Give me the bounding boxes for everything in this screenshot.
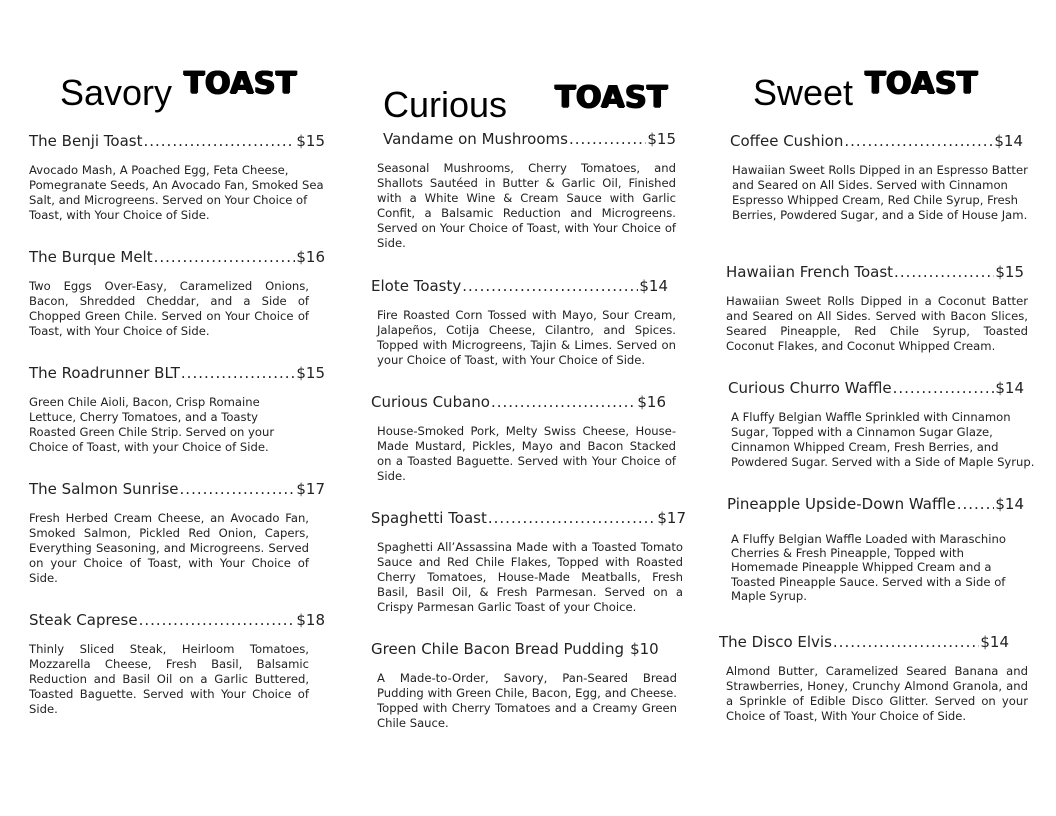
leader-dots	[893, 379, 995, 397]
item-title	[728, 379, 1024, 397]
item-description: A Fluffy Belgian Waffle Sprinkled with Cinnamon Sugar, Topped with a Cinnamon Sugar Glaze, Cinnamon Whipped Cream, Fresh Berries, and Powdered Sugar. Served with a Side of Maple Syrup.	[731, 410, 1035, 469]
item-title	[730, 132, 1023, 150]
item-price: $17	[657, 509, 686, 527]
item-price: $18	[296, 611, 325, 629]
item-name: The Benji Toast	[29, 132, 143, 150]
savory-toast-logo: TOAST	[184, 66, 297, 101]
item-price: $14	[995, 495, 1024, 513]
leader-dots	[833, 633, 979, 651]
item-price: $14	[994, 132, 1023, 150]
item-title	[29, 132, 325, 150]
leader-dots	[844, 132, 993, 150]
sweet-column	[710, 0, 1056, 816]
leader-dots	[462, 277, 638, 295]
menu-item	[728, 379, 1035, 470]
savory-header	[60, 66, 297, 114]
item-name: Curious Churro Waffle	[728, 379, 892, 397]
item-title	[29, 248, 325, 266]
item-title	[29, 611, 325, 629]
leader-dots	[181, 364, 295, 382]
leader-dots	[957, 495, 995, 513]
savory-column	[0, 0, 340, 816]
leader-dots	[143, 132, 295, 150]
menu-item	[29, 480, 325, 586]
menu-item	[371, 393, 676, 484]
sweet-toast-logo: TOAST	[865, 66, 979, 101]
sweet-header	[753, 66, 979, 114]
menu-item	[371, 277, 676, 368]
menu-item	[29, 248, 325, 339]
item-name: The Disco Elvis	[719, 633, 832, 651]
item-name: The Salmon Sunrise	[29, 480, 179, 498]
item-title	[726, 263, 1024, 281]
item-price: $16	[296, 248, 325, 266]
menu-item	[29, 611, 325, 717]
item-description: Fresh Herbed Cream Cheese, an Avocado Fan, Smoked Salmon, Pickled Red Onion, Capers, Everything Seasoning, and Microgreens. Served on your Choice of Toast, with Your Choice of Side.	[29, 511, 309, 585]
item-name: Elote Toasty	[371, 277, 462, 295]
leader-dots	[569, 130, 646, 148]
item-name: The Roadrunner BLT	[29, 364, 180, 382]
item-name: Vandame on Mushrooms	[383, 130, 568, 148]
curious-header	[383, 80, 669, 126]
item-name: Coffee Cushion	[730, 132, 844, 150]
menu-item	[29, 132, 325, 223]
item-title	[719, 633, 1009, 651]
item-price: $15	[296, 132, 325, 150]
item-price: $14	[980, 633, 1009, 651]
leader-dots	[139, 611, 296, 629]
menu-item	[719, 633, 1028, 724]
item-description: A Fluffy Belgian Waffle Loaded with Maraschino Cherries & Fresh Pineapple, Topped with Homemade Pineapple Whipped Cream and a Toasted Pineapple Sauce. Served with a Side of Maple Syrup.	[731, 532, 1006, 603]
item-title	[727, 495, 1024, 513]
savory-word: Savory	[60, 72, 173, 113]
item-price: $10	[630, 640, 659, 658]
curious-column	[355, 0, 700, 816]
sweet-word: Sweet	[753, 72, 854, 113]
item-description: Almond Butter, Caramelized Seared Banana and Strawberries, Honey, Crunchy Almond Granola, and a Sprinkle of Edible Disco Glitter. Served on your Choice of Toast, With Your Choice of Side.	[726, 664, 1028, 723]
item-name: Spaghetti Toast	[371, 509, 487, 527]
leader-dots	[154, 248, 296, 266]
menu-item	[371, 509, 686, 615]
item-price: $16	[637, 393, 666, 411]
item-name: Curious Cubano	[371, 393, 490, 411]
menu-item	[730, 132, 1028, 223]
menu-item	[371, 640, 686, 731]
item-description: Hawaiian Sweet Rolls Dipped in an Espresso Batter and Seared on All Sides. Served with Cinnamon Espresso Whipped Cream, Red Chile Syrup, Fresh Berries, Powdered Sugar, and a Side of House Jam.	[732, 163, 1028, 222]
item-price: $17	[296, 480, 325, 498]
item-name: The Burque Melt	[29, 248, 153, 266]
item-title	[383, 130, 676, 148]
leader-dots	[180, 480, 296, 498]
item-price: $15	[995, 263, 1024, 281]
menu-item	[727, 495, 1024, 603]
item-description: Hawaiian Sweet Rolls Dipped in a Coconut Batter and Seared on All Sides. Served with Bacon Slices, Seared Pineapple, Red Chile Syrup, Toasted Coconut Flakes, and Coconut Whipped Cream.	[726, 294, 1028, 353]
leader-dots	[491, 393, 636, 411]
item-description: Seasonal Mushrooms, Cherry Tomatoes, and Shallots Sautéed in Butter & Garlic Oil, Finished with a White Wine & Cream Sauce with Garlic Confit, a Balsamic Reduction and Microgreens. Served on Your Choice of Toast, with Your Choice of Side.	[377, 161, 676, 250]
item-name: Steak Caprese	[29, 611, 138, 629]
item-title	[371, 509, 686, 527]
item-description: Fire Roasted Corn Tossed with Mayo, Sour Cream, Jalapeños, Cotija Cheese, Cilantro, and Spices. Topped with Microgreens, Tajin & Limes. Served on your Choice of Toast, with Your Choice of Side.	[377, 308, 676, 367]
curious-word: Curious	[383, 84, 508, 125]
leader-dots	[894, 263, 994, 281]
item-description: Thinly Sliced Steak, Heirloom Tomatoes, Mozzarella Cheese, Fresh Basil, Balsamic Reduction and Basil Oil on a Garlic Buttered, Toasted Baguette. Served with Your Choice of Side.	[29, 642, 309, 716]
item-name: Green Chile Bacon Bread Pudding	[371, 640, 625, 658]
item-name: Hawaiian French Toast	[726, 263, 894, 281]
menu-item	[29, 364, 325, 455]
item-title	[371, 393, 666, 411]
menu-item	[726, 263, 1028, 354]
item-price: $14	[639, 277, 668, 295]
item-title	[371, 640, 686, 658]
item-price: $14	[995, 379, 1024, 397]
item-title	[371, 277, 668, 295]
item-price: $15	[296, 364, 325, 382]
leader-dots	[488, 509, 656, 527]
item-description: Avocado Mash, A Poached Egg, Feta Cheese, Pomegranate Seeds, An Avocado Fan, Smoked Sea Salt, and Microgreens. Served on Your Choice of Toast, with Your Choice of Side.	[29, 163, 324, 222]
item-description: Spaghetti All’Assassina Made with a Toasted Tomato Sauce and Red Chile Flakes, Topped with Roasted Cherry Tomatoes, House-Made Meatballs, Fresh Basil, Basil Oil, & Fresh Parmesan. Served on a Crispy Parmesan Garlic Toast of your Choice.	[377, 540, 683, 614]
curious-toast-logo: TOAST	[555, 80, 669, 115]
item-description: A Made-to-Order, Savory, Pan-Seared Bread Pudding with Green Chile, Bacon, Egg, and Cheese. Topped with Cherry Tomatoes and a Creamy Green Chile Sauce.	[377, 671, 677, 730]
item-description: Two Eggs Over-Easy, Caramelized Onions, Bacon, Shredded Cheddar, and a Side of Chopped Green Chile. Served on Your Choice of Toast, with Your Choice of Side.	[29, 279, 309, 338]
item-description: Green Chile Aioli, Bacon, Crisp Romaine Lettuce, Cherry Tomatoes, and a Toasty Roasted Green Chile Strip. Served on your Choice of Toast, with your Choice of Side.	[29, 395, 275, 454]
item-title	[29, 364, 325, 382]
item-description: House-Smoked Pork, Melty Swiss Cheese, House-Made Mustard, Pickles, Mayo and Bacon Stacked on a Toasted Baguette. Served with Your Choice of Side.	[377, 424, 676, 483]
item-name: Pineapple Upside-Down Waffle	[727, 495, 956, 513]
item-price: $15	[647, 130, 676, 148]
menu-item	[377, 130, 676, 251]
item-title	[29, 480, 325, 498]
